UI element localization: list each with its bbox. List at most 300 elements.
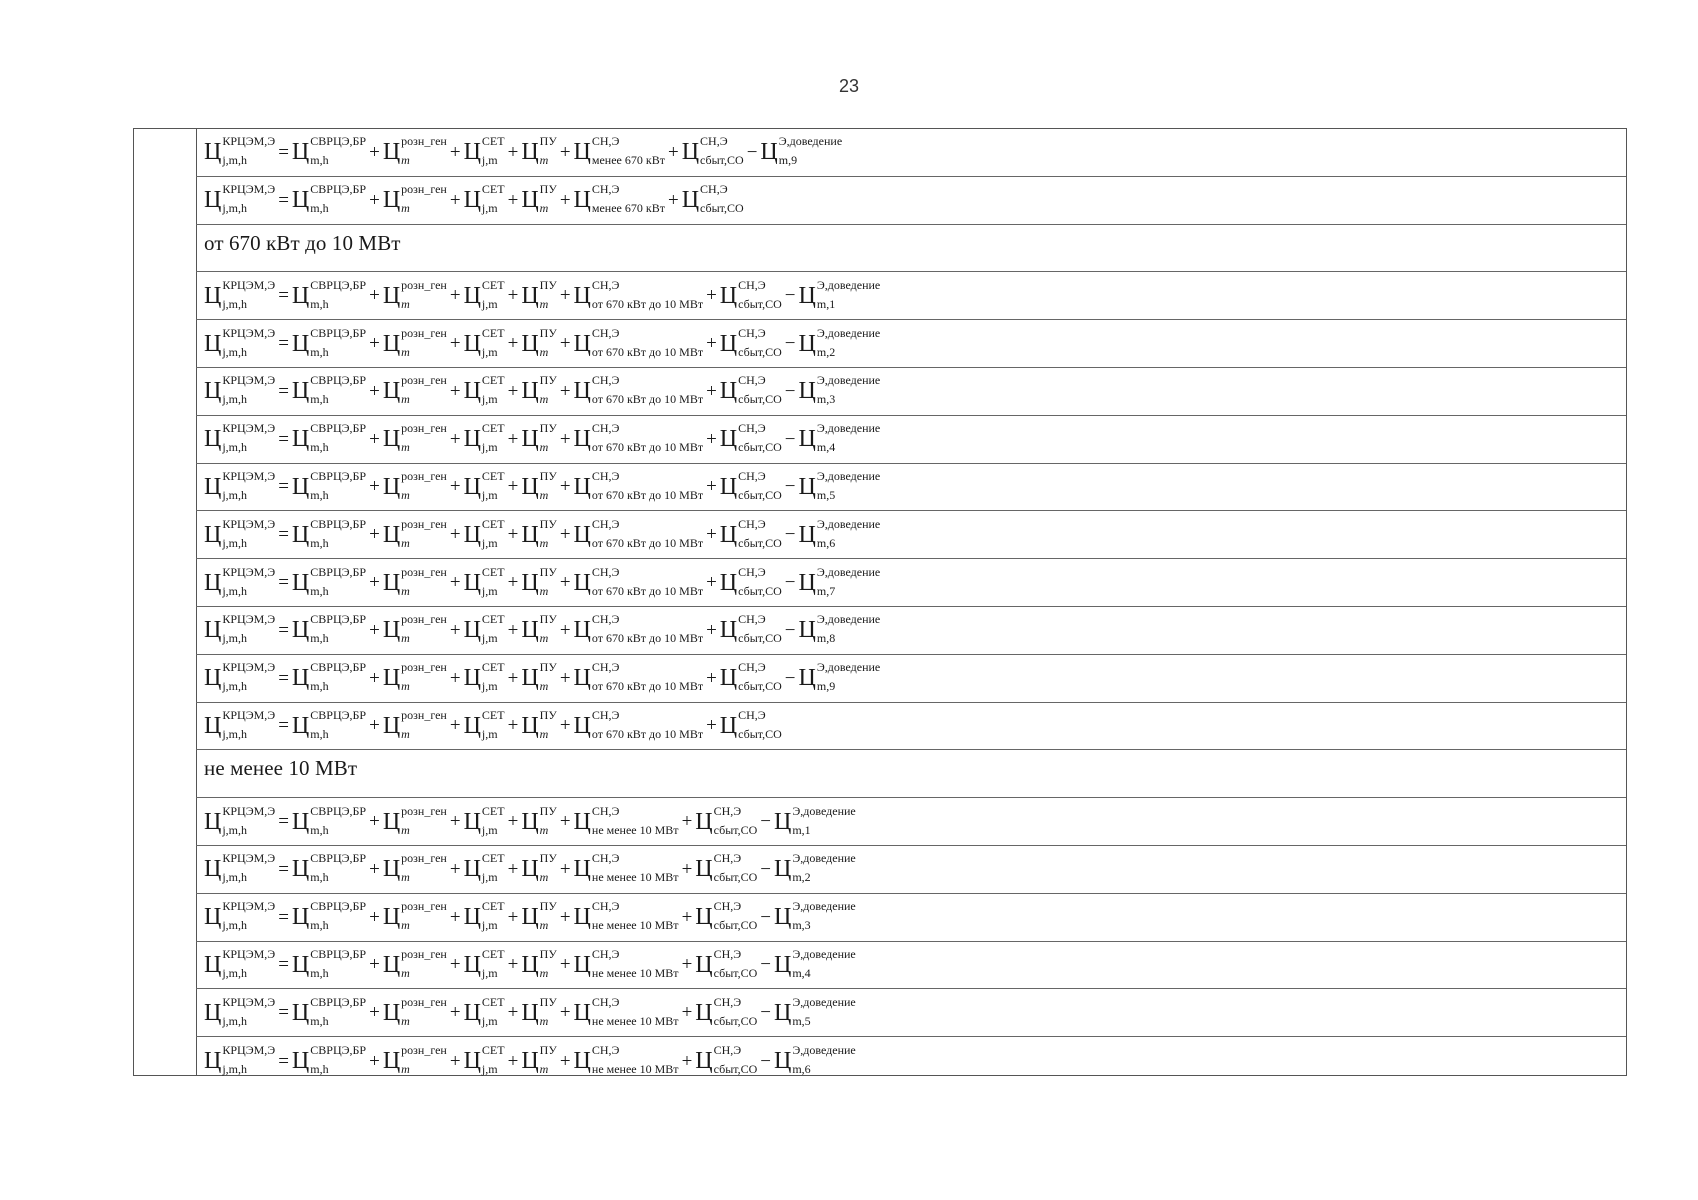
term-sn-category: Ц СН,Э от 670 кВт до 10 МВт [573, 468, 704, 502]
plus-sign: + [369, 1002, 380, 1024]
term-dovedenie: Ц Э,доведение m,1 [774, 803, 856, 837]
term-svrce: Ц СВРЦЭ,БР m,h [291, 468, 367, 502]
plus-sign: + [449, 572, 461, 594]
plus-sign: + [706, 619, 717, 641]
formula [204, 277, 881, 311]
term-sn-category: Ц СН,Э от 670 кВт до 10 МВт [573, 325, 704, 359]
term-sn-sbyt: Ц СН,Э сбыт,СО [719, 468, 782, 502]
term-set: Ц СЕТ j,m [463, 182, 505, 216]
term-set: Ц СЕТ j,m [463, 803, 505, 837]
plus-sign: + [507, 906, 519, 928]
formula [204, 803, 856, 837]
formula-table [133, 128, 1627, 1076]
term-svrce: Ц СВРЦЭ,БР m,h [291, 707, 367, 741]
table-row-formula [196, 320, 1626, 368]
term-pu: Ц ПУ m [521, 612, 557, 646]
minus-sign: − [760, 906, 771, 928]
term-dovedenie-group [782, 277, 881, 311]
term-dovedenie-group [757, 899, 856, 933]
lhs-term: Ц КРЦЭМ,Э j,m,h [204, 564, 276, 598]
lhs-term: Ц КРЦЭМ,Э j,m,h [204, 277, 276, 311]
term-sn-category: Ц СН,Э от 670 кВт до 10 МВт [573, 660, 704, 694]
plus-sign: + [706, 380, 717, 402]
term-sn-sbyt: Ц СН,Э сбыт,СО [695, 803, 758, 837]
term-rozn-gen: Ц розн_ген m [382, 182, 447, 216]
plus-sign: + [681, 858, 693, 880]
plus-sign: + [559, 476, 571, 498]
plus-sign: + [449, 1002, 461, 1024]
plus-sign: + [507, 667, 519, 689]
minus-sign: − [784, 524, 796, 546]
term-dovedenie: Ц Э,доведение m,5 [774, 994, 856, 1028]
equals-sign: = [278, 476, 289, 498]
term-sn-sbyt: Ц СН,Э сбыт,СО [719, 707, 782, 741]
plus-sign: + [369, 906, 380, 928]
equals-sign: = [278, 667, 289, 689]
term-rozn-gen: Ц розн_ген m [382, 468, 447, 502]
plus-sign: + [559, 811, 571, 833]
lhs-term: Ц КРЦЭМ,Э j,m,h [204, 803, 276, 837]
plus-sign: + [559, 906, 571, 928]
table-row-formula [196, 798, 1626, 846]
plus-sign: + [559, 380, 571, 402]
plus-sign: + [507, 954, 519, 976]
term-pu: Ц ПУ m [521, 182, 557, 216]
term-pu: Ц ПУ m [521, 1043, 557, 1077]
plus-sign: + [667, 189, 679, 211]
term-set: Ц СЕТ j,m [463, 660, 505, 694]
plus-sign: + [369, 954, 380, 976]
plus-sign: + [507, 141, 519, 163]
term-rozn-gen: Ц розн_ген m [382, 564, 447, 598]
table-row-formula [196, 1037, 1626, 1085]
term-set: Ц СЕТ j,m [463, 994, 505, 1028]
table-row-formula [196, 129, 1626, 177]
minus-sign: − [760, 1002, 771, 1024]
lhs-term: Ц КРЦЭМ,Э j,m,h [204, 373, 276, 407]
plus-sign: + [507, 285, 519, 307]
lhs-term: Ц КРЦЭМ,Э j,m,h [204, 707, 276, 741]
lhs-term: Ц КРЦЭМ,Э j,m,h [204, 325, 276, 359]
equals-sign: = [278, 715, 289, 737]
term-set: Ц СЕТ j,m [463, 1043, 505, 1077]
term-rozn-gen: Ц розн_ген m [382, 851, 447, 885]
table-row-section [196, 225, 1626, 273]
plus-sign: + [667, 141, 679, 163]
term-pu: Ц ПУ m [521, 421, 557, 455]
term-dovedenie-group [782, 612, 881, 646]
section-label: от 670 кВт до 10 МВт [204, 230, 401, 255]
term-dovedenie-group [782, 564, 881, 598]
plus-sign: + [507, 476, 519, 498]
lhs-term: Ц КРЦЭМ,Э j,m,h [204, 994, 276, 1028]
lhs-term: Ц КРЦЭМ,Э j,m,h [204, 851, 276, 885]
equals-sign: = [278, 1002, 289, 1024]
term-dovedenie-group [757, 994, 856, 1028]
term-dovedenie-group [782, 373, 881, 407]
plus-sign: + [449, 285, 461, 307]
minus-sign: − [784, 333, 796, 355]
term-sn-category: Ц СН,Э от 670 кВт до 10 МВт [573, 707, 704, 741]
plus-sign: + [449, 858, 461, 880]
table-row-formula [196, 894, 1626, 942]
term-set: Ц СЕТ j,m [463, 707, 505, 741]
term-dovedenie: Ц Э,доведение m,9 [760, 134, 843, 168]
plus-sign: + [559, 667, 571, 689]
plus-sign: + [449, 811, 461, 833]
term-pu: Ц ПУ m [521, 707, 557, 741]
term-svrce: Ц СВРЦЭ,БР m,h [291, 564, 367, 598]
table-row-formula [196, 989, 1626, 1037]
formula [204, 325, 881, 359]
term-dovedenie-group [757, 803, 856, 837]
plus-sign: + [369, 141, 380, 163]
term-rozn-gen: Ц розн_ген m [382, 899, 447, 933]
plus-sign: + [369, 476, 380, 498]
plus-sign: + [369, 285, 380, 307]
plus-sign: + [681, 1050, 693, 1072]
plus-sign: + [559, 572, 571, 594]
lhs-term: Ц КРЦЭМ,Э j,m,h [204, 1043, 276, 1077]
term-dovedenie: Ц Э,доведение m,9 [798, 660, 881, 694]
plus-sign: + [369, 524, 380, 546]
minus-sign: − [784, 667, 796, 689]
term-sn-category: Ц СН,Э не менее 10 МВт [573, 1043, 679, 1077]
term-sn-sbyt: Ц СН,Э сбыт,СО [719, 325, 782, 359]
term-rozn-gen: Ц розн_ген m [382, 373, 447, 407]
term-sn-category: Ц СН,Э не менее 10 МВт [573, 946, 679, 980]
term-sn-sbyt: Ц СН,Э сбыт,СО [681, 182, 744, 216]
lhs-term: Ц КРЦЭМ,Э j,m,h [204, 468, 276, 502]
equals-sign: = [278, 858, 289, 880]
plus-sign: + [449, 333, 461, 355]
formula [204, 421, 881, 455]
plus-sign: + [706, 572, 717, 594]
term-dovedenie-group [757, 851, 856, 885]
term-set: Ц СЕТ j,m [463, 899, 505, 933]
term-set: Ц СЕТ j,m [463, 946, 505, 980]
term-dovedenie: Ц Э,доведение m,5 [798, 468, 881, 502]
plus-sign: + [706, 667, 717, 689]
lhs-term: Ц КРЦЭМ,Э j,m,h [204, 660, 276, 694]
term-sn-sbyt: Ц СН,Э сбыт,СО [719, 421, 782, 455]
term-dovedenie: Ц Э,доведение m,4 [798, 421, 881, 455]
equals-sign: = [278, 333, 289, 355]
plus-sign: + [559, 954, 571, 976]
equals-sign: = [278, 954, 289, 976]
plus-sign: + [449, 428, 461, 450]
lhs-term: Ц КРЦЭМ,Э j,m,h [204, 182, 276, 216]
term-dovedenie-group [782, 468, 881, 502]
term-rozn-gen: Ц розн_ген m [382, 803, 447, 837]
plus-sign: + [449, 667, 461, 689]
plus-sign: + [369, 189, 380, 211]
table-row-formula [196, 846, 1626, 894]
term-svrce: Ц СВРЦЭ,БР m,h [291, 612, 367, 646]
term-sn-category: Ц СН,Э от 670 кВт до 10 МВт [573, 421, 704, 455]
term-dovedenie-group [757, 1043, 856, 1077]
term-sn-sbyt: Ц СН,Э сбыт,СО [719, 373, 782, 407]
term-pu: Ц ПУ m [521, 946, 557, 980]
term-sn-category: Ц СН,Э от 670 кВт до 10 МВт [573, 516, 704, 550]
formula [204, 373, 881, 407]
plus-sign: + [559, 715, 571, 737]
term-svrce: Ц СВРЦЭ,БР m,h [291, 516, 367, 550]
term-rozn-gen: Ц розн_ген m [382, 1043, 447, 1077]
term-dovedenie: Ц Э,доведение m,4 [774, 946, 856, 980]
formula [204, 1043, 856, 1077]
term-svrce: Ц СВРЦЭ,БР m,h [291, 851, 367, 885]
formula [204, 564, 881, 598]
plus-sign: + [559, 858, 571, 880]
plus-sign: + [706, 715, 717, 737]
table-row-section [196, 750, 1626, 798]
term-pu: Ц ПУ m [521, 516, 557, 550]
term-sn-category: Ц СН,Э от 670 кВт до 10 МВт [573, 612, 704, 646]
plus-sign: + [559, 333, 571, 355]
formula [204, 851, 856, 885]
lhs-term: Ц КРЦЭМ,Э j,m,h [204, 899, 276, 933]
term-dovedenie-group [744, 134, 843, 168]
term-sn-category: Ц СН,Э не менее 10 МВт [573, 994, 679, 1028]
plus-sign: + [507, 858, 519, 880]
term-svrce: Ц СВРЦЭ,БР m,h [291, 373, 367, 407]
plus-sign: + [559, 141, 571, 163]
term-dovedenie-group [782, 325, 881, 359]
equals-sign: = [278, 141, 289, 163]
plus-sign: + [507, 572, 519, 594]
section-label: не менее 10 МВт [204, 756, 358, 781]
plus-sign: + [507, 1002, 519, 1024]
term-dovedenie: Ц Э,доведение m,8 [798, 612, 881, 646]
formula [204, 899, 856, 933]
term-dovedenie: Ц Э,доведение m,3 [774, 899, 856, 933]
term-dovedenie: Ц Э,доведение m,6 [774, 1043, 856, 1077]
term-sn-sbyt: Ц СН,Э сбыт,СО [719, 564, 782, 598]
term-sn-sbyt: Ц СН,Э сбыт,СО [695, 1043, 758, 1077]
plus-sign: + [507, 380, 519, 402]
plus-sign: + [681, 906, 693, 928]
minus-sign: − [784, 572, 796, 594]
formula [204, 612, 881, 646]
plus-sign: + [369, 858, 380, 880]
term-sn-sbyt: Ц СН,Э сбыт,СО [681, 134, 744, 168]
table-row-formula [196, 177, 1626, 225]
term-set: Ц СЕТ j,m [463, 325, 505, 359]
term-svrce: Ц СВРЦЭ,БР m,h [291, 421, 367, 455]
formula [204, 946, 856, 980]
plus-sign: + [681, 1002, 693, 1024]
formula [204, 994, 856, 1028]
minus-sign: − [760, 1050, 771, 1072]
plus-sign: + [449, 954, 461, 976]
term-sn-sbyt: Ц СН,Э сбыт,СО [695, 946, 758, 980]
term-svrce: Ц СВРЦЭ,БР m,h [291, 1043, 367, 1077]
equals-sign: = [278, 811, 289, 833]
plus-sign: + [449, 524, 461, 546]
equals-sign: = [278, 189, 289, 211]
term-pu: Ц ПУ m [521, 373, 557, 407]
term-rozn-gen: Ц розн_ген m [382, 707, 447, 741]
plus-sign: + [507, 189, 519, 211]
term-sn-sbyt: Ц СН,Э сбыт,СО [695, 851, 758, 885]
table-left-column [134, 129, 197, 1075]
plus-sign: + [706, 285, 717, 307]
table-row-formula [196, 559, 1626, 607]
plus-sign: + [369, 619, 380, 641]
term-sn-category: Ц СН,Э от 670 кВт до 10 МВт [573, 564, 704, 598]
term-set: Ц СЕТ j,m [463, 612, 505, 646]
plus-sign: + [507, 428, 519, 450]
plus-sign: + [449, 380, 461, 402]
term-dovedenie-group [782, 660, 881, 694]
term-dovedenie-group [757, 946, 856, 980]
term-pu: Ц ПУ m [521, 660, 557, 694]
term-svrce: Ц СВРЦЭ,БР m,h [291, 994, 367, 1028]
equals-sign: = [278, 285, 289, 307]
term-pu: Ц ПУ m [521, 899, 557, 933]
term-rozn-gen: Ц розн_ген m [382, 660, 447, 694]
plus-sign: + [507, 1050, 519, 1072]
term-sn-sbyt: Ц СН,Э сбыт,СО [695, 899, 758, 933]
plus-sign: + [449, 1050, 461, 1072]
term-pu: Ц ПУ m [521, 564, 557, 598]
term-sn-category: Ц СН,Э не менее 10 МВт [573, 803, 679, 837]
term-set: Ц СЕТ j,m [463, 851, 505, 885]
plus-sign: + [449, 141, 461, 163]
table-row-formula [196, 655, 1626, 703]
lhs-term: Ц КРЦЭМ,Э j,m,h [204, 421, 276, 455]
plus-sign: + [449, 906, 461, 928]
minus-sign: − [784, 619, 796, 641]
term-pu: Ц ПУ m [521, 325, 557, 359]
plus-sign: + [369, 333, 380, 355]
term-sn-category: Ц СН,Э от 670 кВт до 10 МВт [573, 277, 704, 311]
minus-sign: − [760, 954, 771, 976]
term-rozn-gen: Ц розн_ген m [382, 421, 447, 455]
term-rozn-gen: Ц розн_ген m [382, 946, 447, 980]
plus-sign: + [681, 954, 693, 976]
minus-sign: − [784, 285, 796, 307]
page-number: 23 [838, 76, 860, 96]
lhs-term: Ц КРЦЭМ,Э j,m,h [204, 946, 276, 980]
equals-sign: = [278, 906, 289, 928]
plus-sign: + [507, 715, 519, 737]
plus-sign: + [369, 667, 380, 689]
plus-sign: + [449, 189, 461, 211]
plus-sign: + [559, 1050, 571, 1072]
minus-sign: − [760, 811, 771, 833]
minus-sign: − [760, 858, 771, 880]
term-pu: Ц ПУ m [521, 994, 557, 1028]
term-rozn-gen: Ц розн_ген m [382, 134, 447, 168]
plus-sign: + [449, 619, 461, 641]
plus-sign: + [559, 428, 571, 450]
equals-sign: = [278, 380, 289, 402]
term-pu: Ц ПУ m [521, 803, 557, 837]
plus-sign: + [507, 524, 519, 546]
equals-sign: = [278, 524, 289, 546]
table-row-formula [196, 511, 1626, 559]
term-set: Ц СЕТ j,m [463, 421, 505, 455]
formula [204, 134, 843, 168]
plus-sign: + [706, 428, 717, 450]
term-dovedenie: Ц Э,доведение m,1 [798, 277, 881, 311]
minus-sign: − [746, 141, 758, 163]
plus-sign: + [706, 476, 717, 498]
table-row-formula [196, 368, 1626, 416]
plus-sign: + [507, 619, 519, 641]
term-set: Ц СЕТ j,m [463, 468, 505, 502]
plus-sign: + [369, 811, 380, 833]
plus-sign: + [706, 333, 717, 355]
table-row-formula [196, 942, 1626, 990]
plus-sign: + [369, 1050, 380, 1072]
term-dovedenie: Ц Э,доведение m,2 [798, 325, 881, 359]
plus-sign: + [449, 715, 461, 737]
formula [204, 516, 881, 550]
term-dovedenie-group [782, 421, 881, 455]
formula [204, 707, 782, 741]
term-sn-category: Ц СН,Э от 670 кВт до 10 МВт [573, 373, 704, 407]
table-row-formula [196, 607, 1626, 655]
term-rozn-gen: Ц розн_ген m [382, 277, 447, 311]
lhs-term: Ц КРЦЭМ,Э j,m,h [204, 134, 276, 168]
plus-sign: + [507, 333, 519, 355]
term-sn-category: Ц СН,Э менее 670 кВт [573, 182, 665, 216]
term-svrce: Ц СВРЦЭ,БР m,h [291, 803, 367, 837]
term-sn-category: Ц СН,Э не менее 10 МВт [573, 851, 679, 885]
plus-sign: + [369, 572, 380, 594]
plus-sign: + [369, 380, 380, 402]
term-svrce: Ц СВРЦЭ,БР m,h [291, 182, 367, 216]
table-row-formula [196, 416, 1626, 464]
term-dovedenie-group [782, 516, 881, 550]
term-svrce: Ц СВРЦЭ,БР m,h [291, 325, 367, 359]
lhs-term: Ц КРЦЭМ,Э j,m,h [204, 516, 276, 550]
table-rows [196, 129, 1626, 1075]
term-set: Ц СЕТ j,m [463, 134, 505, 168]
term-rozn-gen: Ц розн_ген m [382, 325, 447, 359]
minus-sign: − [784, 428, 796, 450]
term-svrce: Ц СВРЦЭ,БР m,h [291, 946, 367, 980]
term-set: Ц СЕТ j,m [463, 373, 505, 407]
plus-sign: + [559, 524, 571, 546]
term-sn-sbyt: Ц СН,Э сбыт,СО [695, 994, 758, 1028]
plus-sign: + [681, 811, 693, 833]
equals-sign: = [278, 1050, 289, 1072]
term-dovedenie: Ц Э,доведение m,3 [798, 373, 881, 407]
plus-sign: + [559, 619, 571, 641]
plus-sign: + [559, 285, 571, 307]
table-row-formula [196, 464, 1626, 512]
term-dovedenie: Ц Э,доведение m,2 [774, 851, 856, 885]
term-sn-sbyt: Ц СН,Э сбыт,СО [719, 277, 782, 311]
term-dovedenie: Ц Э,доведение m,6 [798, 516, 881, 550]
plus-sign: + [706, 524, 717, 546]
term-set: Ц СЕТ j,m [463, 564, 505, 598]
term-pu: Ц ПУ m [521, 277, 557, 311]
plus-sign: + [559, 189, 571, 211]
term-pu: Ц ПУ m [521, 134, 557, 168]
term-svrce: Ц СВРЦЭ,БР m,h [291, 134, 367, 168]
term-sn-category: Ц СН,Э не менее 10 МВт [573, 899, 679, 933]
term-pu: Ц ПУ m [521, 468, 557, 502]
equals-sign: = [278, 428, 289, 450]
term-sn-category: Ц СН,Э менее 670 кВт [573, 134, 665, 168]
plus-sign: + [559, 1002, 571, 1024]
formula [204, 660, 881, 694]
